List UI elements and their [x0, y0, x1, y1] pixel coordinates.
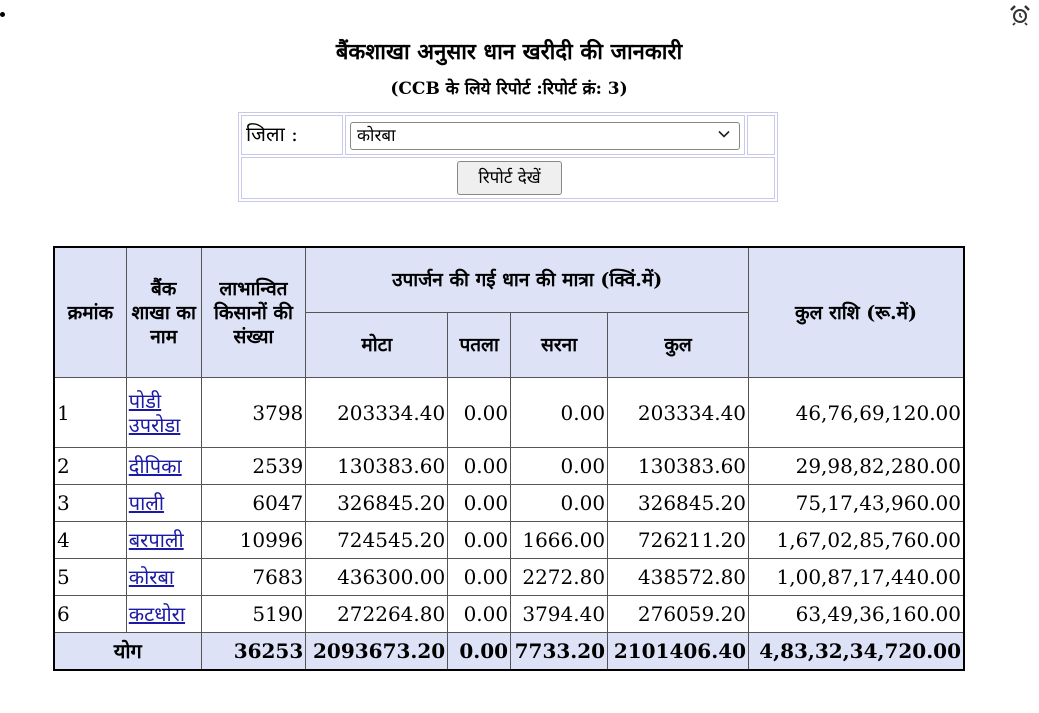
cell-mota: 724545.20: [306, 522, 448, 559]
header-sarna: सरना: [511, 313, 608, 378]
view-report-button[interactable]: रिपोर्ट देखें: [457, 161, 562, 195]
header-patla: पतला: [448, 313, 511, 378]
cell-mota: 203334.40: [306, 378, 448, 448]
total-label: योग: [54, 633, 201, 671]
bank-link[interactable]: पोडी उपरोडा: [128, 388, 181, 437]
cell-bank: [126, 448, 201, 485]
header-sno: क्रमांक: [54, 247, 126, 378]
total-mota: 2093673.20: [306, 633, 448, 671]
cell-patla: 0.00: [448, 378, 511, 448]
cell-farmers: 10996: [201, 522, 306, 559]
cell-sarna: 1666.00: [511, 522, 608, 559]
cell-sarna: 2272.80: [511, 559, 608, 596]
cell-patla: 0.00: [448, 485, 511, 522]
table-row: [54, 596, 964, 633]
cell-sno: 5: [54, 559, 126, 596]
cell-amount: 29,98,82,280.00: [749, 448, 964, 485]
total-farmers: 36253: [201, 633, 306, 671]
cell-patla: 0.00: [448, 522, 511, 559]
total-kul: 2101406.40: [608, 633, 749, 671]
bank-link[interactable]: बरपाली: [128, 528, 184, 552]
cell-sarna: 3794.40: [511, 596, 608, 633]
cell-kul: 438572.80: [608, 559, 749, 596]
cell-sno: 1: [54, 378, 126, 448]
cell-amount: 63,49,36,160.00: [749, 596, 964, 633]
header-mota: मोटा: [306, 313, 448, 378]
total-row: [54, 633, 964, 671]
filter-empty-cell: [747, 115, 775, 155]
cell-amount: 46,76,69,120.00: [749, 378, 964, 448]
header-bank: बैंक शाखा का नाम: [126, 247, 201, 378]
cell-kul: 276059.20: [608, 596, 749, 633]
district-label: जिला :: [241, 115, 343, 155]
cell-mota: 130383.60: [306, 448, 448, 485]
header-kul: कुल: [608, 313, 749, 378]
button-cell: [241, 157, 775, 199]
cell-mota: 326845.20: [306, 485, 448, 522]
bank-link[interactable]: दीपिका: [128, 454, 182, 478]
cell-bank: [126, 378, 201, 448]
procurement-table: [53, 246, 965, 671]
table-row: [54, 559, 964, 596]
table-row: [54, 485, 964, 522]
header-amount: कुल राशि (रू.में): [749, 247, 964, 378]
cell-patla: 0.00: [448, 448, 511, 485]
dot-icon: [0, 12, 5, 17]
cell-amount: 1,67,02,85,760.00: [749, 522, 964, 559]
cell-sno: 3: [54, 485, 126, 522]
table-row: [54, 448, 964, 485]
cell-kul: 726211.20: [608, 522, 749, 559]
table-row: [54, 522, 964, 559]
cell-sarna: 0.00: [511, 485, 608, 522]
filter-panel: [238, 112, 778, 202]
page-subtitle: (CCB के लिये रिपोर्ट :रिपोर्ट क्रं: 3): [390, 79, 628, 99]
bank-link[interactable]: कटधोरा: [128, 602, 186, 626]
cell-sarna: 0.00: [511, 378, 608, 448]
cell-mota: 272264.80: [306, 596, 448, 633]
cell-farmers: 7683: [201, 559, 306, 596]
total-sarna: 7733.20: [511, 633, 608, 671]
cell-sno: 2: [54, 448, 126, 485]
cell-bank: [126, 522, 201, 559]
alarm-clock-icon[interactable]: [1009, 4, 1031, 26]
cell-bank: [126, 559, 201, 596]
cell-sno: 4: [54, 522, 126, 559]
page-title: बैंकशाखा अनुसार धान खरीदी की जानकारी: [335, 39, 683, 65]
bank-link[interactable]: पाली: [128, 491, 165, 515]
cell-sarna: 0.00: [511, 448, 608, 485]
table-row: [54, 378, 964, 448]
cell-amount: 1,00,87,17,440.00: [749, 559, 964, 596]
cell-kul: 326845.20: [608, 485, 749, 522]
total-patla: 0.00: [448, 633, 511, 671]
district-select-value: कोरबा: [357, 126, 396, 146]
cell-sno: 6: [54, 596, 126, 633]
district-select[interactable]: [350, 122, 740, 150]
bank-link[interactable]: कोरबा: [128, 565, 175, 589]
chevron-down-icon: [717, 127, 731, 141]
header-farmers: लाभान्वित किसानों की संख्या: [201, 247, 306, 378]
cell-farmers: 2539: [201, 448, 306, 485]
total-amount: 4,83,32,34,720.00: [749, 633, 964, 671]
cell-patla: 0.00: [448, 596, 511, 633]
district-select-cell: [345, 115, 745, 155]
cell-farmers: 3798: [201, 378, 306, 448]
header-quantity-group: उपार्जन की गई धान की मात्रा (क्विं.में): [306, 247, 749, 313]
cell-farmers: 5190: [201, 596, 306, 633]
cell-patla: 0.00: [448, 559, 511, 596]
cell-bank: [126, 596, 201, 633]
cell-kul: 203334.40: [608, 378, 749, 448]
cell-bank: [126, 485, 201, 522]
cell-farmers: 6047: [201, 485, 306, 522]
cell-amount: 75,17,43,960.00: [749, 485, 964, 522]
cell-kul: 130383.60: [608, 448, 749, 485]
cell-mota: 436300.00: [306, 559, 448, 596]
